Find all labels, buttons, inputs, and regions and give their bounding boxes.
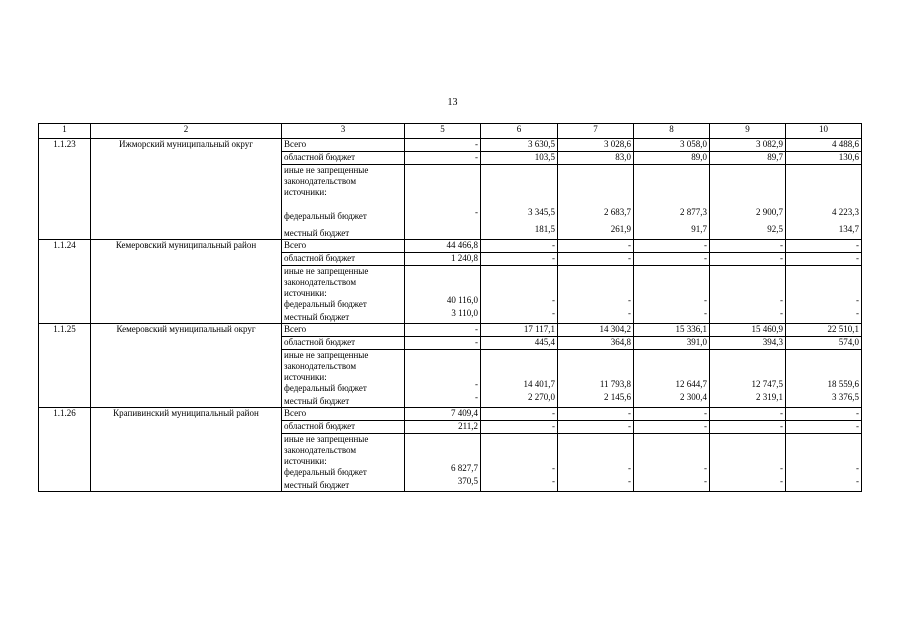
local-value: 91,7 xyxy=(691,224,707,234)
value-cell: - xyxy=(710,253,786,266)
local-value: - xyxy=(780,308,783,318)
local-value: - xyxy=(628,308,631,318)
value-cell xyxy=(634,165,710,240)
other-sources-label: иные не запрещенные xyxy=(284,266,369,276)
value-cell: 17 117,1 xyxy=(481,324,558,337)
value-cell xyxy=(710,165,786,240)
other-sources-label-cell xyxy=(282,266,405,324)
column-header: 8 xyxy=(634,124,710,139)
other-sources-label: законодательством xyxy=(284,277,357,287)
section-total-row xyxy=(39,408,862,421)
value-cell: - xyxy=(634,240,710,253)
value-cell: 391,0 xyxy=(634,337,710,350)
local-value: 3 110,0 xyxy=(451,308,478,318)
value-cell: - xyxy=(405,139,481,152)
section-code: 1.1.26 xyxy=(39,408,91,492)
value-cell: 211,2 xyxy=(405,421,481,434)
value-cell xyxy=(786,165,862,240)
value-cell: 3 630,5 xyxy=(481,139,558,152)
value-cell: - xyxy=(786,421,862,434)
value-cell: - xyxy=(481,240,558,253)
section-code: 1.1.24 xyxy=(39,240,91,324)
federal-value: 40 116,0 xyxy=(446,295,478,305)
federal-value: 2 877,3 xyxy=(680,207,707,217)
value-cell: - xyxy=(710,421,786,434)
local-value: 134,7 xyxy=(838,224,859,234)
value-cell: - xyxy=(405,324,481,337)
value-cell xyxy=(481,165,558,240)
value-cell: 574,0 xyxy=(786,337,862,350)
other-sources-label: иные не запрещенные xyxy=(284,350,369,360)
federal-value: - xyxy=(780,463,783,473)
value-cell: 89,7 xyxy=(710,152,786,165)
budget-table xyxy=(38,123,862,492)
local-value: 370,5 xyxy=(457,476,478,486)
value-cell: 1 240,8 xyxy=(405,253,481,266)
value-cell xyxy=(481,350,558,408)
value-cell: - xyxy=(710,408,786,421)
local-value: - xyxy=(856,476,859,486)
value-cell xyxy=(634,434,710,492)
federal-value: 2 900,7 xyxy=(756,207,783,217)
local-value xyxy=(407,224,478,235)
section-name: Крапивинский муниципальный район xyxy=(91,408,282,492)
value-cell xyxy=(558,266,634,324)
federal-value: - xyxy=(704,463,707,473)
other-sources-label: источники: xyxy=(284,288,327,298)
federal-value: - xyxy=(856,463,859,473)
local-value: 181,5 xyxy=(534,224,555,234)
column-header: 3 xyxy=(282,124,405,139)
other-sources-label: источники: xyxy=(284,456,327,466)
column-header: 2 xyxy=(91,124,282,139)
section-total-row xyxy=(39,324,862,337)
local-value: 3 376,5 xyxy=(832,392,859,402)
value-cell: 394,3 xyxy=(710,337,786,350)
row-label-total: Всего xyxy=(282,139,405,152)
federal-value: 6 827,7 xyxy=(451,463,478,473)
column-header: 10 xyxy=(786,124,862,139)
value-cell: 364,8 xyxy=(558,337,634,350)
row-label-total: Всего xyxy=(282,408,405,421)
local-value: 2 145,6 xyxy=(604,392,631,402)
section-code: 1.1.25 xyxy=(39,324,91,408)
value-cell xyxy=(405,266,481,324)
section-total-row xyxy=(39,139,862,152)
value-cell xyxy=(405,350,481,408)
header-row xyxy=(39,124,862,139)
row-label-total: Всего xyxy=(282,240,405,253)
federal-value: 4 223,3 xyxy=(832,207,859,217)
local-value: - xyxy=(856,308,859,318)
value-cell xyxy=(634,350,710,408)
value-cell xyxy=(558,350,634,408)
other-sources-label: источники: xyxy=(284,372,327,382)
local-value: 2 319,1 xyxy=(756,392,783,402)
value-cell: 22 510,1 xyxy=(786,324,862,337)
row-label-regional: областной бюджет xyxy=(282,421,405,434)
local-value: 92,5 xyxy=(767,224,783,234)
value-cell: 3 058,0 xyxy=(634,139,710,152)
column-header: 5 xyxy=(405,124,481,139)
value-cell: - xyxy=(558,253,634,266)
federal-value: 3 345,5 xyxy=(528,207,555,217)
value-cell: 83,0 xyxy=(558,152,634,165)
local-value: - xyxy=(780,476,783,486)
value-cell: - xyxy=(786,253,862,266)
local-value: 2 300,4 xyxy=(680,392,707,402)
value-cell: - xyxy=(786,408,862,421)
value-cell: - xyxy=(481,421,558,434)
value-cell: - xyxy=(558,408,634,421)
value-cell: - xyxy=(634,253,710,266)
value-cell: 3 082,9 xyxy=(710,139,786,152)
value-cell: - xyxy=(558,421,634,434)
federal-value: - xyxy=(475,207,478,217)
federal-value: - xyxy=(704,295,707,305)
value-cell xyxy=(634,266,710,324)
column-header: 1 xyxy=(39,124,91,139)
federal-value: - xyxy=(628,463,631,473)
value-cell xyxy=(481,266,558,324)
column-header: 7 xyxy=(558,124,634,139)
local-value: 2 270,0 xyxy=(528,392,555,402)
value-cell: - xyxy=(786,240,862,253)
local-value: 261,9 xyxy=(610,224,631,234)
other-sources-label: источники: xyxy=(284,187,327,197)
federal-value: 12 747,5 xyxy=(751,379,783,389)
value-cell xyxy=(786,434,862,492)
row-label-local: местный бюджет xyxy=(284,228,350,238)
value-cell xyxy=(710,350,786,408)
federal-value: 2 683,7 xyxy=(604,207,631,217)
other-sources-label-cell xyxy=(282,165,405,240)
federal-value: 14 401,7 xyxy=(523,379,555,389)
federal-value: - xyxy=(628,295,631,305)
value-cell xyxy=(710,266,786,324)
other-sources-label: законодательством xyxy=(284,361,357,371)
other-sources-label: законодательством xyxy=(284,445,357,455)
federal-value: - xyxy=(552,295,555,305)
value-cell: - xyxy=(481,253,558,266)
local-value: - xyxy=(552,308,555,318)
value-cell xyxy=(558,434,634,492)
federal-value: - xyxy=(856,295,859,305)
other-sources-label: иные не запрещенные xyxy=(284,165,369,175)
row-label-local: местный бюджет xyxy=(284,312,350,322)
value-cell xyxy=(405,434,481,492)
federal-value: - xyxy=(780,295,783,305)
value-cell xyxy=(481,434,558,492)
value-cell xyxy=(558,165,634,240)
other-sources-label-cell xyxy=(282,434,405,492)
row-label-regional: областной бюджет xyxy=(282,253,405,266)
row-label-federal: федеральный бюджет xyxy=(284,211,367,221)
value-cell: 7 409,4 xyxy=(405,408,481,421)
value-cell: 4 488,6 xyxy=(786,139,862,152)
value-cell: - xyxy=(405,152,481,165)
value-cell: - xyxy=(481,408,558,421)
row-label-regional: областной бюджет xyxy=(282,152,405,165)
value-cell: 44 466,8 xyxy=(405,240,481,253)
local-value: - xyxy=(704,308,707,318)
local-value: - xyxy=(628,476,631,486)
value-cell xyxy=(786,266,862,324)
value-cell: - xyxy=(634,421,710,434)
value-cell: 15 460,9 xyxy=(710,324,786,337)
row-label-regional: областной бюджет xyxy=(282,337,405,350)
row-label-federal: федеральный бюджет xyxy=(284,467,367,477)
value-cell xyxy=(405,165,481,240)
row-label-local: местный бюджет xyxy=(284,396,350,406)
other-sources-label: иные не запрещенные xyxy=(284,434,369,444)
local-value: - xyxy=(704,476,707,486)
value-cell: 15 336,1 xyxy=(634,324,710,337)
value-cell xyxy=(710,434,786,492)
section-code: 1.1.23 xyxy=(39,139,91,240)
row-label-total: Всего xyxy=(282,324,405,337)
section-name: Кемеровский муниципальный округ xyxy=(91,324,282,408)
row-label-federal: федеральный бюджет xyxy=(284,299,367,309)
value-cell xyxy=(786,350,862,408)
federal-value: 12 644,7 xyxy=(675,379,707,389)
column-header: 6 xyxy=(481,124,558,139)
row-label-federal: федеральный бюджет xyxy=(284,383,367,393)
value-cell: - xyxy=(405,337,481,350)
value-cell: 103,5 xyxy=(481,152,558,165)
local-value: - xyxy=(475,392,478,402)
federal-value: - xyxy=(475,379,478,389)
section-total-row xyxy=(39,240,862,253)
federal-value: - xyxy=(552,463,555,473)
value-cell: 89,0 xyxy=(634,152,710,165)
page-number: 13 xyxy=(447,97,458,108)
section-name: Кемеровский муниципальный район xyxy=(91,240,282,324)
other-sources-label-cell xyxy=(282,350,405,408)
section-name: Ижморский муниципальный округ xyxy=(91,139,282,240)
federal-value: 11 793,8 xyxy=(599,379,631,389)
local-value: - xyxy=(552,476,555,486)
value-cell: 445,4 xyxy=(481,337,558,350)
value-cell: - xyxy=(634,408,710,421)
value-cell: 14 304,2 xyxy=(558,324,634,337)
row-label-local: местный бюджет xyxy=(284,480,350,490)
federal-value: 18 559,6 xyxy=(827,379,859,389)
column-header: 9 xyxy=(710,124,786,139)
value-cell: - xyxy=(558,240,634,253)
value-cell: 3 028,6 xyxy=(558,139,634,152)
value-cell: 130,6 xyxy=(786,152,862,165)
value-cell: - xyxy=(710,240,786,253)
other-sources-label: законодательством xyxy=(284,176,357,186)
